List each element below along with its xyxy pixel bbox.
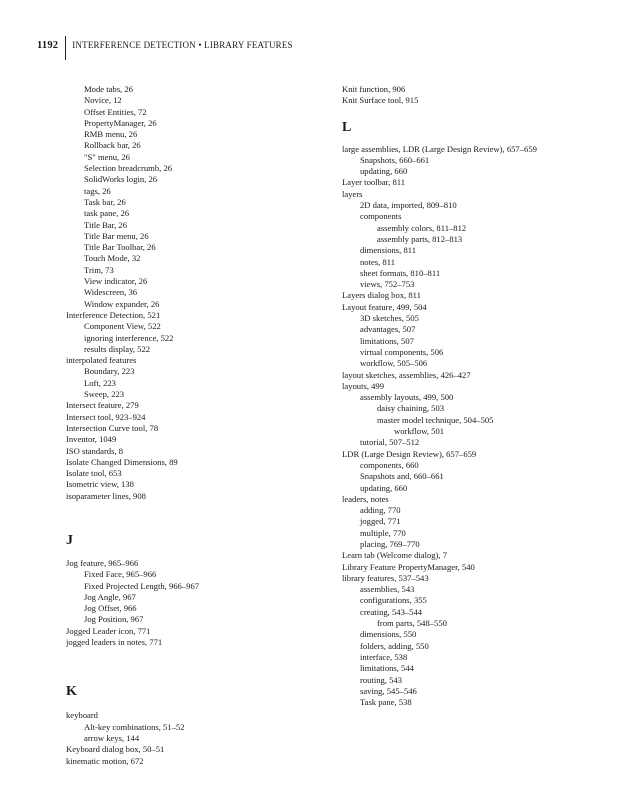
index-group-k [66, 710, 316, 766]
index-entry: saving, 545–546 [360, 685, 417, 696]
index-entry: results display, 522 [84, 343, 151, 354]
index-entry: creating, 543–544 [360, 606, 423, 617]
index-entry: from parts, 548–550 [377, 618, 447, 629]
index-column-left [66, 84, 316, 767]
index-entry: Loft, 223 [84, 377, 116, 388]
index-entry: interpolated features [66, 355, 137, 366]
index-entry: ignoring interference, 522 [84, 332, 174, 343]
index-entry: 2D data, imported, 809–810 [360, 200, 457, 211]
header-divider [65, 36, 66, 60]
index-entry: configurations, 355 [360, 595, 427, 606]
index-entry: Isometric view, 138 [66, 479, 134, 490]
index-entry: Offset Entities, 72 [84, 106, 147, 117]
index-group-i [66, 84, 316, 502]
index-entry: limitations, 544 [360, 663, 414, 674]
index-entry: layouts, 499 [342, 380, 385, 391]
index-entry: PropertyManager, 26 [84, 117, 157, 128]
index-entry: components [360, 211, 402, 222]
index-entry: Intersection Curve tool, 78 [66, 422, 159, 433]
index-entry: limitations, 507 [360, 335, 414, 346]
index-entry: Jog Position, 967 [84, 614, 144, 625]
index-entry: Fixed Face, 965–966 [84, 569, 157, 580]
index-entry: Task pane, 538 [360, 697, 412, 708]
index-entry: Snapshots, 660–661 [360, 154, 430, 165]
index-entry: LDR (Large Design Review), 657–659 [342, 448, 477, 459]
index-entry: isoparameter lines, 908 [66, 490, 146, 501]
index-entry: Layout feature, 499, 504 [342, 301, 427, 312]
index-entry: large assemblies, LDR (Large Design Review), 657–659 [342, 143, 537, 154]
running-header [37, 37, 293, 53]
index-group-l [342, 155, 612, 709]
index-entry: workflow, 505–506 [360, 358, 428, 369]
index-entry: tutorial, 507–512 [360, 437, 420, 448]
index-entry: layers [342, 188, 363, 199]
index-group-j [66, 558, 316, 648]
index-entry: Title Bar menu, 26 [84, 230, 149, 241]
index-entry: Rollback bar, 26 [84, 140, 141, 151]
index-entry: assembly colors, 811–812 [377, 222, 467, 233]
index-entry: tags, 26 [84, 185, 111, 196]
index-entry: kinematic motion, 672 [66, 755, 144, 766]
index-entry: Library Feature PropertyManager, 540 [342, 561, 475, 572]
running-title: INTERFERENCE DETECTION • LIBRARY FEATURES [72, 40, 293, 50]
index-entry: interface, 538 [360, 651, 408, 662]
index-entry: ISO standards, 8 [66, 445, 124, 456]
index-entry: layout sketches, assemblies, 426–427 [342, 369, 471, 380]
index-entry: Fixed Projected Length, 966–967 [84, 580, 200, 591]
index-entry: Title Bar, 26 [84, 219, 128, 230]
index-entry: SolidWorks login, 26 [84, 174, 158, 185]
index-entry: task pane, 26 [84, 208, 130, 219]
index-entry: Jog feature, 965–966 [66, 557, 139, 568]
index-entry: Snapshots and, 660–661 [360, 471, 444, 482]
index-column-right [342, 84, 612, 708]
index-entry: library features, 537–543 [342, 572, 429, 583]
index-entry: virtual components, 506 [360, 346, 444, 357]
section-letter-j: J [66, 532, 73, 548]
index-entry: Knit function, 906 [342, 84, 406, 94]
index-group-k-cont [342, 84, 612, 107]
index-entry: sheet formats, 810–811 [360, 267, 441, 278]
index-entry: "S" menu, 26 [84, 151, 130, 162]
index-entry: multiple, 770 [360, 527, 406, 538]
index-entry: assembly layouts, 499, 500 [360, 392, 454, 403]
index-entry: Knit Surface tool, 915 [342, 95, 419, 106]
index-entry: dimensions, 811 [360, 245, 417, 256]
index-entry: workflow, 501 [394, 426, 445, 437]
index-entry: routing, 543 [360, 674, 403, 685]
index-entry: Trim, 73 [84, 264, 114, 275]
index-entry: advantages, 507 [360, 324, 416, 335]
index-entry: keyboard [66, 710, 98, 721]
index-entry: Alt-key combinations, 51–52 [84, 721, 185, 732]
index-entry: Isolate tool, 653 [66, 468, 122, 479]
index-entry: arrow keys, 144 [84, 732, 140, 743]
index-entry: Title Bar Toolbar, 26 [84, 242, 156, 253]
index-entry: Isolate Changed Dimensions, 89 [66, 456, 178, 467]
index-entry: updating, 660 [360, 166, 408, 177]
index-entry: Novice, 12 [84, 95, 122, 106]
index-entry: jogged leaders in notes, 771 [66, 637, 163, 648]
index-entry: folders, adding, 550 [360, 640, 429, 651]
index-entry: Boundary, 223 [84, 366, 135, 377]
index-entry: Window expander, 26 [84, 298, 160, 309]
index-entry: Inventor, 1049 [66, 434, 117, 445]
section-letter-l: L [342, 119, 352, 135]
index-entry: Layers dialog box, 811 [342, 290, 421, 301]
index-entry: Task bar, 26 [84, 196, 126, 207]
index-entry: Selection breadcrumb, 26 [84, 163, 173, 174]
index-entry: notes, 811 [360, 256, 396, 267]
index-entry: Touch Mode, 32 [84, 253, 141, 264]
index-entry: View indicator, 26 [84, 276, 148, 287]
index-entry: leaders, notes [342, 493, 389, 504]
index-entry: adding, 770 [360, 505, 401, 516]
section-letter-k: K [66, 684, 77, 700]
index-entry: Intersect feature, 279 [66, 400, 139, 411]
index-entry: Learn tab (Welcome dialog), 7 [342, 550, 448, 561]
index-entry: jogged, 771 [360, 516, 401, 527]
index-entry: components, 660 [360, 459, 419, 470]
index-entry: Jogged Leader icon, 771 [66, 625, 151, 636]
index-entry: Component View, 522 [84, 321, 161, 332]
index-entry: assemblies, 543 [360, 584, 415, 595]
index-entry: placing, 769–770 [360, 538, 420, 549]
index-entry: RMB menu, 26 [84, 129, 138, 140]
index-entry: Interference Detection, 521 [66, 309, 161, 320]
index-entry: daisy chaining, 503 [377, 403, 445, 414]
index-entry: Layer toolbar, 811 [342, 177, 406, 188]
index-entry: Widescreen, 36 [84, 287, 138, 298]
index-entry: dimensions, 550 [360, 629, 417, 640]
index-entry: Keyboard dialog box, 50–51 [66, 744, 165, 755]
page-number: 1192 [37, 39, 59, 51]
index-entry: master model technique, 504–505 [377, 414, 494, 425]
index-entry: Mode tabs, 26 [84, 84, 133, 94]
index-entry: Jog Angle, 967 [84, 591, 136, 602]
index-entry: Intersect tool, 923–924 [66, 411, 146, 422]
index-entry: 3D sketches, 505 [360, 313, 419, 324]
index-entry: Sweep, 223 [84, 389, 125, 400]
index-entry: views, 752–753 [360, 279, 415, 290]
index-entry: updating, 660 [360, 482, 408, 493]
index-entry: assembly parts, 812–813 [377, 233, 463, 244]
index-entry: Jog Offset, 966 [84, 603, 137, 614]
